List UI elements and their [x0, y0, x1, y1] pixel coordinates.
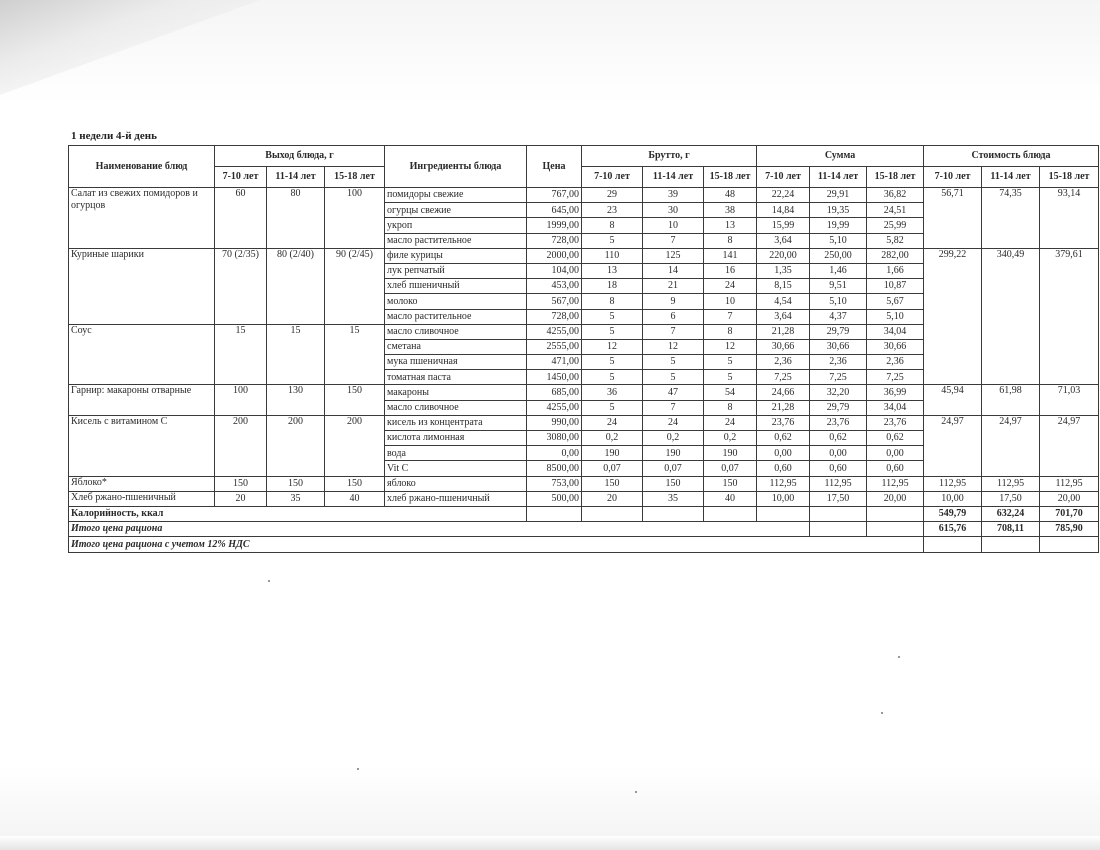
- ingredient: масло сливочное: [385, 324, 527, 339]
- sum: 7,25: [867, 370, 924, 385]
- table-row: [69, 476, 1099, 491]
- brutto: 12: [643, 339, 704, 354]
- dish-cost: 61,98: [982, 385, 1040, 415]
- sum: 4,54: [757, 294, 810, 309]
- dish-output: 15: [325, 324, 385, 385]
- brutto: 0,07: [643, 461, 704, 476]
- dish-cost: 17,50: [982, 491, 1040, 506]
- brutto: 7: [643, 400, 704, 415]
- scan-speck: [635, 791, 637, 793]
- folded-corner: [0, 0, 260, 95]
- dish-name: Соус: [69, 324, 215, 385]
- dish-output: 100: [325, 188, 385, 249]
- brutto: 8: [704, 324, 757, 339]
- dish-output: 35: [267, 491, 325, 506]
- sum: 0,00: [867, 446, 924, 461]
- header-age: 7-10 лет: [924, 167, 982, 188]
- sum: 20,00: [867, 491, 924, 506]
- price: 4255,00: [527, 400, 582, 415]
- sum: 0,00: [810, 446, 867, 461]
- brutto: 24: [643, 415, 704, 430]
- table-row: [69, 491, 1099, 506]
- sum: 10,87: [867, 279, 924, 294]
- dish-cost: 10,00: [924, 491, 982, 506]
- sum: 4,37: [810, 309, 867, 324]
- header-age: 15-18 лет: [325, 167, 385, 188]
- sum: 14,84: [757, 203, 810, 218]
- sum: 0,62: [757, 431, 810, 446]
- header-age: 15-18 лет: [1040, 167, 1099, 188]
- sum: 19,35: [810, 203, 867, 218]
- price: 2000,00: [527, 248, 582, 263]
- price: 990,00: [527, 415, 582, 430]
- scan-speck: [357, 768, 359, 770]
- brutto: 14: [643, 263, 704, 278]
- ingredient: вода: [385, 446, 527, 461]
- brutto: 10: [643, 218, 704, 233]
- header-output: Выход блюда, г: [215, 146, 385, 167]
- ingredient: лук репчатый: [385, 263, 527, 278]
- dish-cost: 71,03: [1040, 385, 1099, 415]
- sum: 9,51: [810, 279, 867, 294]
- sum: 21,28: [757, 400, 810, 415]
- table-row: [69, 188, 1099, 203]
- dish-cost: 340,49: [982, 248, 1040, 385]
- sum: 5,10: [810, 233, 867, 248]
- sum: 0,60: [810, 461, 867, 476]
- sum: 0,60: [867, 461, 924, 476]
- price: 453,00: [527, 279, 582, 294]
- sum: 25,99: [867, 218, 924, 233]
- brutto: 13: [704, 218, 757, 233]
- ingredient: укроп: [385, 218, 527, 233]
- price: 1999,00: [527, 218, 582, 233]
- brutto: 5: [582, 355, 643, 370]
- ingredient: Vit C: [385, 461, 527, 476]
- dish-name: Гарнир: макароны отварные: [69, 385, 215, 415]
- dish-output: 80: [267, 188, 325, 249]
- total-price-value: 708,11: [982, 522, 1040, 537]
- ingredient: яблоко: [385, 476, 527, 491]
- header-age: 15-18 лет: [704, 167, 757, 188]
- sum: 1,66: [867, 263, 924, 278]
- sum: 250,00: [810, 248, 867, 263]
- dish-output: 130: [267, 385, 325, 415]
- sum: 3,64: [757, 309, 810, 324]
- dish-name: Куриные шарики: [69, 248, 215, 324]
- dish-output: 200: [215, 415, 267, 476]
- sum: 220,00: [757, 248, 810, 263]
- sum: 7,25: [810, 370, 867, 385]
- ingredient: молоко: [385, 294, 527, 309]
- dish-cost: 24,97: [982, 415, 1040, 476]
- sum: 29,79: [810, 400, 867, 415]
- sum: 29,79: [810, 324, 867, 339]
- calories-value: 632,24: [982, 506, 1040, 521]
- dish-output: 40: [325, 491, 385, 506]
- header-sum: Сумма: [757, 146, 924, 167]
- header-age: 11-14 лет: [643, 167, 704, 188]
- dish-output: 100: [215, 385, 267, 415]
- price: 4255,00: [527, 324, 582, 339]
- brutto: 5: [582, 370, 643, 385]
- brutto: 12: [704, 339, 757, 354]
- calories-label: Калорийность, ккал: [69, 506, 527, 521]
- sum: 5,10: [867, 309, 924, 324]
- ingredient: кислота лимонная: [385, 431, 527, 446]
- ingredient: масло растительное: [385, 309, 527, 324]
- sum: 0,62: [810, 431, 867, 446]
- dish-output: 200: [267, 415, 325, 476]
- header-age: 11-14 лет: [810, 167, 867, 188]
- brutto: 20: [582, 491, 643, 506]
- brutto: 36: [582, 385, 643, 400]
- brutto: 48: [704, 188, 757, 203]
- brutto: 190: [643, 446, 704, 461]
- dish-output: 90 (2/45): [325, 248, 385, 324]
- brutto: 8: [704, 233, 757, 248]
- brutto: 13: [582, 263, 643, 278]
- total-vat-value: [924, 537, 982, 552]
- sum: 282,00: [867, 248, 924, 263]
- dish-cost: 56,71: [924, 188, 982, 249]
- brutto: 5: [582, 324, 643, 339]
- sum: 7,25: [757, 370, 810, 385]
- dish-name: Кисель с витамином С: [69, 415, 215, 476]
- brutto: 5: [582, 309, 643, 324]
- sum: 1,46: [810, 263, 867, 278]
- brutto: 5: [704, 370, 757, 385]
- header-ingredients: Ингредиенты блюда: [385, 146, 527, 188]
- dish-cost: 112,95: [1040, 476, 1099, 491]
- sum: 30,66: [867, 339, 924, 354]
- header-age: 7-10 лет: [757, 167, 810, 188]
- table-row: [69, 415, 1099, 430]
- sum: 36,82: [867, 188, 924, 203]
- scan-speck: [898, 656, 900, 658]
- sum: 8,15: [757, 279, 810, 294]
- brutto: 16: [704, 263, 757, 278]
- scan-edge-shadow: [0, 836, 1100, 850]
- ingredient: хлеб пшеничный: [385, 279, 527, 294]
- ingredient: масло растительное: [385, 233, 527, 248]
- brutto: 150: [704, 476, 757, 491]
- total-price-value: 785,90: [1040, 522, 1099, 537]
- dish-name: Хлеб ржано-пшеничный: [69, 491, 215, 506]
- dish-cost: 24,97: [1040, 415, 1099, 476]
- sum: 24,51: [867, 203, 924, 218]
- sum: 3,64: [757, 233, 810, 248]
- header-age: 7-10 лет: [582, 167, 643, 188]
- sum: 112,95: [757, 476, 810, 491]
- ingredient: сметана: [385, 339, 527, 354]
- brutto: 24: [704, 279, 757, 294]
- header-age: 11-14 лет: [267, 167, 325, 188]
- brutto: 40: [704, 491, 757, 506]
- sum: 5,67: [867, 294, 924, 309]
- brutto: 150: [643, 476, 704, 491]
- price: 0,00: [527, 446, 582, 461]
- brutto: 190: [582, 446, 643, 461]
- sum: 15,99: [757, 218, 810, 233]
- header-age: 7-10 лет: [215, 167, 267, 188]
- price: 104,00: [527, 263, 582, 278]
- dish-cost: 112,95: [982, 476, 1040, 491]
- sum: 5,10: [810, 294, 867, 309]
- brutto: 0,2: [582, 431, 643, 446]
- brutto: 38: [704, 203, 757, 218]
- sum: 36,99: [867, 385, 924, 400]
- brutto: 5: [582, 233, 643, 248]
- dish-cost: 24,97: [924, 415, 982, 476]
- header-age: 11-14 лет: [982, 167, 1040, 188]
- header-dish: Наименование блюд: [69, 146, 215, 188]
- sum: 30,66: [810, 339, 867, 354]
- header-brutto: Брутто, г: [582, 146, 757, 167]
- total-price-value: 615,76: [924, 522, 982, 537]
- dish-name: Салат из свежих помидоров и огурцов: [69, 188, 215, 249]
- price: 2555,00: [527, 339, 582, 354]
- price: 753,00: [527, 476, 582, 491]
- brutto: 5: [643, 355, 704, 370]
- brutto: 39: [643, 188, 704, 203]
- dish-cost: 93,14: [1040, 188, 1099, 249]
- calories-row: [69, 506, 1099, 521]
- total-price-row: [69, 522, 1099, 537]
- sum: 30,66: [757, 339, 810, 354]
- ingredient: огурцы свежие: [385, 203, 527, 218]
- dish-cost: 379,61: [1040, 248, 1099, 385]
- ingredient: мука пшеничная: [385, 355, 527, 370]
- calories-value: 549,79: [924, 506, 982, 521]
- table-row: [69, 248, 1099, 263]
- sum: 2,36: [867, 355, 924, 370]
- ingredient: помидоры свежие: [385, 188, 527, 203]
- brutto: 5: [643, 370, 704, 385]
- price: 471,00: [527, 355, 582, 370]
- brutto: 190: [704, 446, 757, 461]
- sum: 5,82: [867, 233, 924, 248]
- sum: 10,00: [757, 491, 810, 506]
- brutto: 24: [704, 415, 757, 430]
- brutto: 8: [582, 294, 643, 309]
- sum: 112,95: [810, 476, 867, 491]
- brutto: 8: [704, 400, 757, 415]
- sum: 24,66: [757, 385, 810, 400]
- price: 567,00: [527, 294, 582, 309]
- ingredient: макароны: [385, 385, 527, 400]
- sum: 34,04: [867, 324, 924, 339]
- sum: 112,95: [867, 476, 924, 491]
- brutto: 47: [643, 385, 704, 400]
- price: 1450,00: [527, 370, 582, 385]
- brutto: 7: [704, 309, 757, 324]
- scan-speck: [268, 580, 270, 582]
- brutto: 0,2: [704, 431, 757, 446]
- brutto: 110: [582, 248, 643, 263]
- ingredient: филе курицы: [385, 248, 527, 263]
- dish-output: 70 (2/35): [215, 248, 267, 324]
- header-cost: Стоимость блюда: [924, 146, 1099, 167]
- ingredient: масло сливочное: [385, 400, 527, 415]
- brutto: 0,2: [643, 431, 704, 446]
- dish-output: 150: [215, 476, 267, 491]
- sum: 29,91: [810, 188, 867, 203]
- price: 645,00: [527, 203, 582, 218]
- price: 767,00: [527, 188, 582, 203]
- brutto: 0,07: [582, 461, 643, 476]
- brutto: 18: [582, 279, 643, 294]
- dish-name: Яблоко*: [69, 476, 215, 491]
- total-vat-value: [1040, 537, 1099, 552]
- brutto: 7: [643, 233, 704, 248]
- price: 8500,00: [527, 461, 582, 476]
- sum: 21,28: [757, 324, 810, 339]
- brutto: 141: [704, 248, 757, 263]
- dish-output: 60: [215, 188, 267, 249]
- brutto: 6: [643, 309, 704, 324]
- total-price-label: Итого цена рациона: [69, 522, 810, 537]
- brutto: 150: [582, 476, 643, 491]
- brutto: 30: [643, 203, 704, 218]
- brutto: 10: [704, 294, 757, 309]
- total-vat-value: [982, 537, 1040, 552]
- sum: 23,76: [757, 415, 810, 430]
- ingredient: кисель из концентрата: [385, 415, 527, 430]
- brutto: 0,07: [704, 461, 757, 476]
- brutto: 35: [643, 491, 704, 506]
- page-caption: 1 недели 4-й день: [71, 130, 157, 142]
- sum: 32,20: [810, 385, 867, 400]
- total-vat-label: Итого цена рациона с учетом 12% НДС: [69, 537, 924, 552]
- price: 500,00: [527, 491, 582, 506]
- sum: 34,04: [867, 400, 924, 415]
- ingredient: томатная паста: [385, 370, 527, 385]
- calories-value: 701,70: [1040, 506, 1099, 521]
- sum: 0,60: [757, 461, 810, 476]
- brutto: 29: [582, 188, 643, 203]
- table-row: [69, 385, 1099, 400]
- price: 685,00: [527, 385, 582, 400]
- brutto: 8: [582, 218, 643, 233]
- scan-speck: [881, 712, 883, 714]
- sum: 19,99: [810, 218, 867, 233]
- dish-output: 150: [325, 476, 385, 491]
- price: 3080,00: [527, 431, 582, 446]
- sum: 17,50: [810, 491, 867, 506]
- dish-cost: 299,22: [924, 248, 982, 385]
- brutto: 5: [582, 400, 643, 415]
- dish-output: 150: [325, 385, 385, 415]
- dish-cost: 112,95: [924, 476, 982, 491]
- dish-cost: 45,94: [924, 385, 982, 415]
- sum: 23,76: [867, 415, 924, 430]
- brutto: 9: [643, 294, 704, 309]
- brutto: 5: [704, 355, 757, 370]
- dish-output: 80 (2/40): [267, 248, 325, 324]
- dish-output: 15: [267, 324, 325, 385]
- sum: 0,00: [757, 446, 810, 461]
- brutto: 12: [582, 339, 643, 354]
- dish-output: 200: [325, 415, 385, 476]
- ingredient: хлеб ржано-пшеничный: [385, 491, 527, 506]
- dish-output: 20: [215, 491, 267, 506]
- brutto: 7: [643, 324, 704, 339]
- sum: 23,76: [810, 415, 867, 430]
- dish-output: 150: [267, 476, 325, 491]
- header-age: 15-18 лет: [867, 167, 924, 188]
- sum: 0,62: [867, 431, 924, 446]
- brutto: 24: [582, 415, 643, 430]
- brutto: 54: [704, 385, 757, 400]
- sum: 1,35: [757, 263, 810, 278]
- brutto: 21: [643, 279, 704, 294]
- sum: 2,36: [810, 355, 867, 370]
- dish-output: 15: [215, 324, 267, 385]
- price: 728,00: [527, 233, 582, 248]
- menu-cost-table: [68, 145, 1099, 553]
- price: 728,00: [527, 309, 582, 324]
- brutto: 23: [582, 203, 643, 218]
- dish-cost: 20,00: [1040, 491, 1099, 506]
- header-price: Цена: [527, 146, 582, 188]
- brutto: 125: [643, 248, 704, 263]
- dish-cost: 74,35: [982, 188, 1040, 249]
- sum: 22,24: [757, 188, 810, 203]
- total-vat-row: [69, 537, 1099, 552]
- sum: 2,36: [757, 355, 810, 370]
